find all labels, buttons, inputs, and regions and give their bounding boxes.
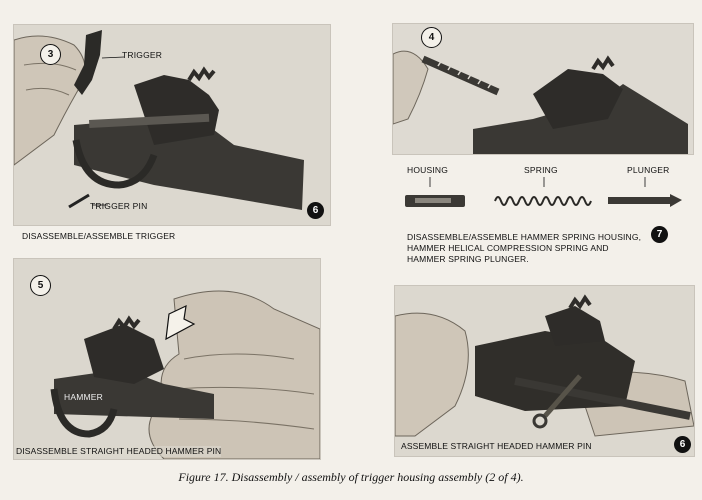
assemble-hammer-pin-illustration (395, 286, 694, 456)
caption-disassemble-trigger: DISASSEMBLE/ASSEMBLE TRIGGER (22, 231, 176, 241)
disassemble-hammer-pin-illustration (14, 259, 320, 459)
caption-line-1: DISASSEMBLE/ASSEMBLE HAMMER SPRING HOUSING, (407, 232, 642, 242)
callout-spring: SPRING (524, 165, 558, 175)
step-number-5: 5 (30, 275, 51, 296)
caption-disassemble-hammer-pin: DISASSEMBLE STRAIGHT HEADED HAMMER PIN (16, 446, 222, 456)
exploded-parts (400, 165, 690, 220)
figure-badge: 6 (307, 202, 324, 219)
figure-badge: 7 (651, 226, 668, 243)
step-number-3: 3 (40, 44, 61, 65)
figure-caption: Figure 17. Disassembly / assembly of trigger housing assembly (2 of 4). (178, 470, 524, 484)
trigger-housing-illustration (14, 25, 330, 225)
photo-assemble-hammer-pin (394, 285, 695, 457)
photo-disassemble-trigger (13, 24, 331, 226)
caption-line-2: HAMMER HELICAL COMPRESSION SPRING AND (407, 243, 609, 253)
callout-hammer: HAMMER (64, 392, 103, 402)
callout-housing: HOUSING (407, 165, 449, 175)
step-number-4: 4 (421, 27, 442, 48)
spring-parts-drawing (400, 165, 690, 220)
figure-badge: 6 (674, 436, 691, 453)
caption-line-3: HAMMER SPRING PLUNGER. (407, 254, 529, 264)
caption-hammer-spring (407, 232, 641, 265)
callout-trigger: TRIGGER (122, 50, 163, 60)
callout-trigger-pin: TRIGGER PIN (90, 201, 148, 211)
photo-hammer-spring-housing (392, 23, 694, 155)
caption-assemble-hammer-pin: ASSEMBLE STRAIGHT HEADED HAMMER PIN (401, 441, 592, 451)
photo-disassemble-hammer-pin (13, 258, 321, 460)
callout-plunger: PLUNGER (627, 165, 670, 175)
